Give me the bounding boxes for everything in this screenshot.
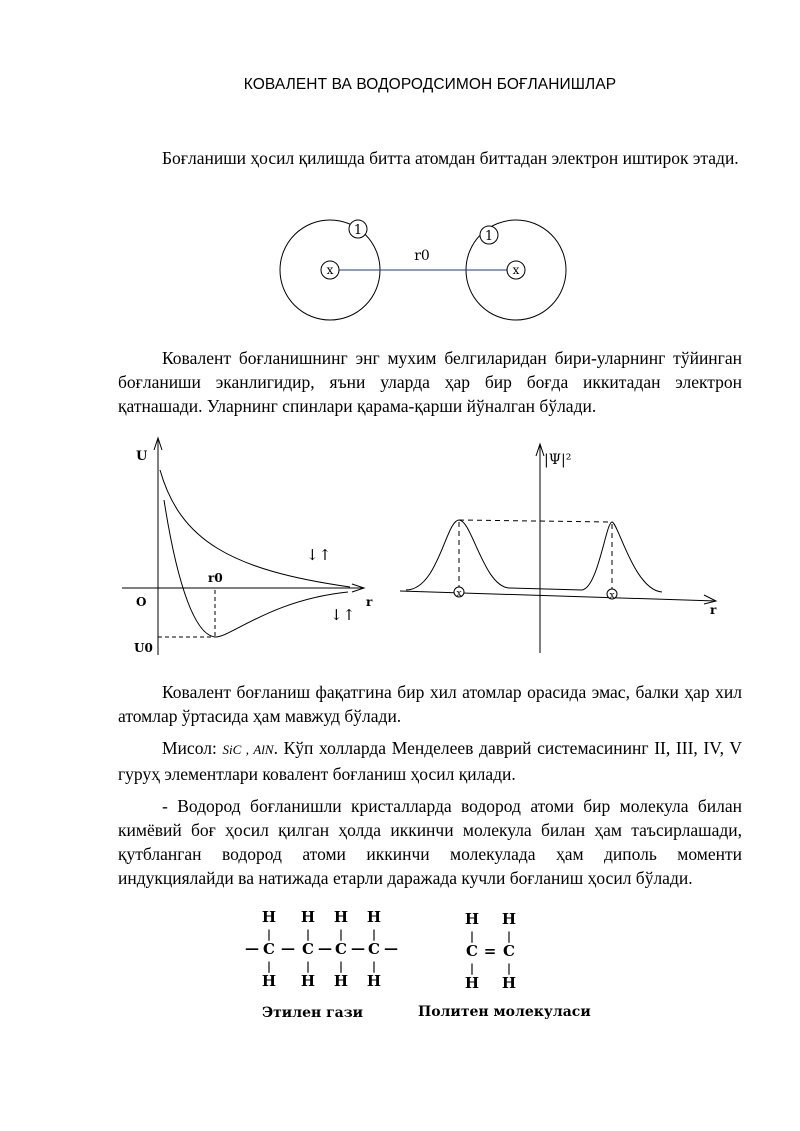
formula-bar: |: [338, 960, 344, 973]
formula-bar: |: [266, 960, 272, 973]
repulsive-curve: [160, 470, 350, 587]
left-electron-label: 1: [353, 223, 363, 238]
formula-bar: |: [506, 930, 512, 943]
formula-bar: |: [469, 930, 475, 943]
r-axis-label: r: [366, 595, 373, 609]
formula-h: H: [366, 908, 382, 926]
formula-h: H: [261, 908, 277, 926]
example-prefix: Мисол:: [162, 738, 223, 758]
distance-label: r0: [414, 248, 430, 264]
right-density-nucleus-label: x: [609, 591, 615, 601]
formula-dash: —: [351, 941, 365, 957]
formula-h: H: [464, 974, 480, 992]
origin-label: O: [136, 595, 147, 609]
formula-c: C: [302, 940, 314, 958]
formula-c: C: [368, 940, 380, 958]
formula-h: H: [300, 908, 316, 926]
left-density-nucleus-label: x: [456, 589, 462, 599]
r0-label: r0: [208, 571, 223, 585]
aln-formula: AlN: [253, 742, 274, 757]
two-atoms-figure: [270, 210, 570, 330]
formula-h: H: [300, 972, 316, 990]
formula-h: H: [333, 908, 349, 926]
formula-dash: —: [245, 941, 259, 957]
paragraph-examples: [118, 736, 742, 786]
example-rest: . Кўп холларда Менделеев даврий системасининг II, III, IV, V гуруҳ элементлари ковалент боғланиш ҳосил қилади.: [118, 738, 742, 784]
formula-h: H: [464, 910, 480, 928]
page-title: КОВАЛЕНТ ВА ВОДОРОДСИМОН БОҒЛАНИШЛАР: [243, 76, 617, 93]
formula-h: H: [366, 972, 382, 990]
density-curve: [406, 520, 662, 592]
left-nucleus-label: x: [326, 263, 334, 277]
formula-c: C: [503, 942, 515, 960]
formula-c: C: [263, 940, 275, 958]
electron-density-graph: [398, 438, 728, 658]
formula-bar: |: [371, 928, 377, 941]
sic-formula: SiC: [222, 742, 242, 757]
potential-energy-graph: [120, 430, 380, 660]
spin-parallel-label: ↓↑: [306, 546, 332, 564]
left-formula-caption: Этилен гази: [262, 1005, 364, 1021]
paragraph-different-atoms: Ковалент боғланиш фақатгина бир хил атомлар орасида эмас, балки ҳар хил атомлар ўртасида ҳам мавжуд бўлади.: [118, 682, 742, 726]
formula-c: C: [466, 942, 478, 960]
attractive-curve: [164, 500, 348, 637]
formula-h: H: [501, 910, 517, 928]
spin-antiparallel-label: ↓↑: [330, 606, 356, 624]
formula-bar: |: [305, 960, 311, 973]
formula-double-bond: =: [483, 942, 497, 960]
formula-dash: —: [281, 941, 295, 957]
paragraph-hydrogen-bond: - Водород боғланишли кристалларда водород атоми бир молекула билан кимёвий боғ ҳосил қилган ҳолда иккинчи молекула билан ҳам таъсирлашади, қутбланган водород атоми иккинчи молекулада ҳам диполь моменти индукциялайди ва натижада етарли даражада кучли боғланиш ҳосил бўлади.: [118, 796, 742, 888]
formula-dash: —: [384, 941, 398, 957]
formula-bar: |: [469, 962, 475, 975]
right-nucleus-label: x: [512, 263, 520, 277]
r-axis-right-label: r: [710, 603, 717, 617]
psi-axis-label: |Ψ|²: [544, 452, 572, 468]
structural-formulas: [230, 900, 630, 1030]
formula-bar: |: [266, 928, 272, 941]
r-axis-right: [400, 591, 716, 601]
u0-label: U0: [134, 641, 153, 655]
peak-connector: [459, 520, 612, 522]
right-electron-label: 1: [484, 229, 494, 244]
formula-h: H: [333, 972, 349, 990]
formula-bar: |: [371, 960, 377, 973]
formula-c: C: [335, 940, 347, 958]
formula-dash: —: [318, 941, 332, 957]
right-formula-caption: Политен молекуласи: [418, 1004, 591, 1020]
formula-bar: |: [305, 928, 311, 941]
formula-bar: |: [338, 928, 344, 941]
polymer-chain-formula: [245, 908, 398, 990]
formula-separator: ,: [241, 742, 254, 757]
monomer-formula: [465, 910, 516, 992]
u-axis-label: U: [136, 449, 148, 464]
formula-h: H: [261, 972, 277, 990]
paragraph-electron-participation: Боғланиши ҳосил қилишда битта атомдан биттадан электрон иштирок этади.: [162, 148, 739, 168]
formula-bar: |: [506, 962, 512, 975]
paragraph-saturation: Ковалент боғланишнинг энг мухим белгиларидан бири-уларнинг тўйинган боғланиши эканлигидир, яъни уларда ҳар бир боғда иккитадан электрон қатнашади. Уларнинг спинлари қарама-қарши йўналган бўлади.: [118, 348, 742, 416]
formula-h: H: [501, 974, 517, 992]
